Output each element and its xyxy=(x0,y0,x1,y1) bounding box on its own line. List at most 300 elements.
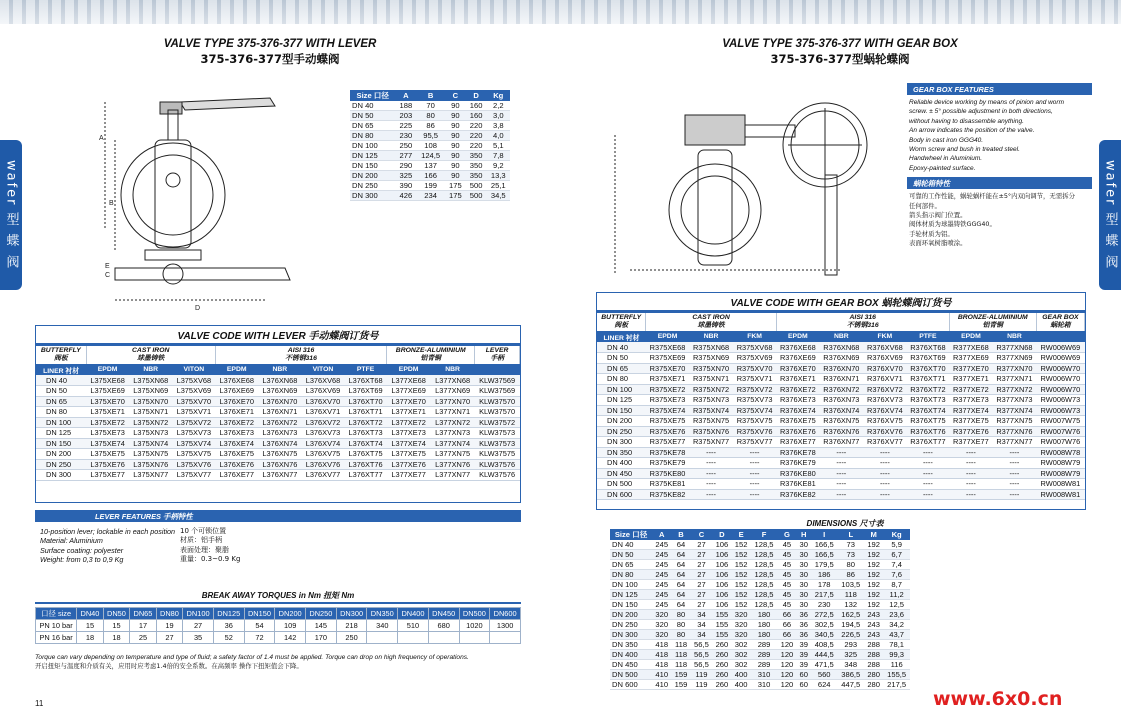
table-row xyxy=(597,405,1085,416)
liner-header xyxy=(1036,331,1084,342)
dims-cell: DN 65 xyxy=(350,121,396,131)
dims-header-cell: D xyxy=(466,90,487,101)
code-cell: R375XN71 xyxy=(689,374,733,385)
liner-header: VITON xyxy=(302,364,345,375)
torque-header-cell: DN600 xyxy=(490,608,521,620)
dims-header-cell: G xyxy=(777,529,796,540)
gearbox-dims-title: DIMENSIONS 尺寸表 xyxy=(806,519,884,528)
dims-cell: 7,4 xyxy=(883,560,910,570)
dims-cell: 120 xyxy=(777,650,796,660)
code-cell: R376KE78 xyxy=(776,447,819,458)
dims-cell: 310 xyxy=(751,680,778,690)
code-cell: L375XV76 xyxy=(172,459,215,470)
table-row xyxy=(597,374,1085,385)
gearbox-dimensions-table xyxy=(610,529,910,690)
code-cell: L376XT75 xyxy=(344,449,386,460)
torque-header-cell: 口径 size xyxy=(36,608,77,620)
dims-cell: 350 xyxy=(466,151,487,161)
code-cell: KLW37570 xyxy=(475,396,520,407)
lever-dimensions-table xyxy=(350,90,510,201)
feature-line: 任何部件。 xyxy=(909,201,941,210)
dims-header-cell: A xyxy=(652,529,671,540)
dims-cell: 277 xyxy=(396,151,417,161)
dims-cell: 56,5 xyxy=(691,640,713,650)
liner-header: PTFE xyxy=(907,331,950,342)
code-cell: DN 50 xyxy=(597,353,646,364)
lever-features-cn xyxy=(180,527,300,564)
code-cell: L376XT76 xyxy=(344,459,386,470)
dims-cell: 66 xyxy=(777,620,796,630)
code-cell: ---- xyxy=(689,447,733,458)
right-title-cn: 375-376-377型蜗轮蝶阀 xyxy=(770,52,910,66)
code-cell: R375KE79 xyxy=(646,458,689,469)
table-row xyxy=(36,386,520,397)
torque-cell: 17 xyxy=(130,620,157,632)
dims-cell: 90 xyxy=(445,161,466,171)
torque-cell: 109 xyxy=(275,620,306,632)
code-cell: RW006W70 xyxy=(1036,384,1084,395)
code-cell: R376XV73 xyxy=(863,395,906,406)
table-row xyxy=(597,458,1085,469)
code-cell: R377XE70 xyxy=(949,363,992,374)
code-cell: R375XV69 xyxy=(733,353,776,364)
dims-cell: 30 xyxy=(797,550,811,560)
dims-cell: 400 xyxy=(732,670,751,680)
dims-cell: DN 200 xyxy=(610,610,652,620)
table-row xyxy=(350,111,510,121)
dims-cell: 128,5 xyxy=(751,540,778,550)
torque-header-cell: DN50 xyxy=(103,608,130,620)
dims-cell: 3,8 xyxy=(487,121,510,131)
dims-cell: 178 xyxy=(811,580,838,590)
code-cell: DN 150 xyxy=(36,438,86,449)
torque-header-cell: DN150 xyxy=(244,608,275,620)
dims-cell: DN 300 xyxy=(610,630,652,640)
code-cell: DN 300 xyxy=(597,437,646,448)
dims-cell: 108 xyxy=(416,141,445,151)
torque-header-cell: DN80 xyxy=(156,608,183,620)
group-header xyxy=(776,313,949,331)
dims-cell: 179,5 xyxy=(811,560,838,570)
code-cell: DN 600 xyxy=(597,489,646,500)
liner-header: EPDM xyxy=(387,364,431,375)
code-cell: L375XV73 xyxy=(172,428,215,439)
code-cell: ---- xyxy=(863,458,906,469)
torque-cell: 52 xyxy=(213,632,244,644)
feature-line: 可靠的工作性能，蜗轮蜗杆能在±5°内双向调节，无需拆分 xyxy=(909,192,1075,201)
code-cell: DN 500 xyxy=(597,479,646,490)
group-header xyxy=(475,346,520,364)
code-cell: KLW37575 xyxy=(475,449,520,460)
dims-cell: 119 xyxy=(691,670,713,680)
dims-cell: 66 xyxy=(777,610,796,620)
code-cell: R375XN68 xyxy=(689,342,733,353)
dims-cell: 152 xyxy=(732,550,751,560)
dims-cell: 27 xyxy=(691,590,713,600)
dims-cell: 56,5 xyxy=(691,650,713,660)
code-cell: L377XN70 xyxy=(430,396,474,407)
dims-cell: DN 80 xyxy=(350,131,396,141)
code-cell: L376XN74 xyxy=(258,438,301,449)
gearbox-code-table xyxy=(597,313,1085,500)
dims-cell: 302 xyxy=(732,660,751,670)
code-cell: L375XN77 xyxy=(129,470,172,481)
liner-header: NBR xyxy=(819,331,863,342)
dim-label-c: C xyxy=(105,272,111,279)
table-row xyxy=(610,580,910,590)
code-cell: L376XV71 xyxy=(302,407,345,418)
dims-cell: 348 xyxy=(837,660,864,670)
dims-cell: 192 xyxy=(864,580,883,590)
dims-cell: 5,1 xyxy=(487,141,510,151)
code-cell: ---- xyxy=(907,479,950,490)
table-row xyxy=(36,449,520,460)
dims-cell: 118 xyxy=(837,590,864,600)
code-cell: ---- xyxy=(733,489,776,500)
group-header-en: CAST IRON xyxy=(132,347,170,354)
dims-cell: 2,2 xyxy=(487,101,510,111)
dims-cell: 118 xyxy=(671,640,690,650)
code-cell: ---- xyxy=(949,447,992,458)
code-cell: L375XV74 xyxy=(172,438,215,449)
group-header xyxy=(215,346,386,364)
dims-cell: 203 xyxy=(396,111,417,121)
code-cell: R375XE70 xyxy=(646,363,689,374)
code-cell: R375XV77 xyxy=(733,437,776,448)
dims-cell: 137 xyxy=(416,161,445,171)
code-cell: DN 100 xyxy=(597,384,646,395)
feature-line: Weight: from 0,3 to 0,9 Kg xyxy=(40,554,124,564)
dims-cell: 106 xyxy=(712,590,731,600)
dims-cell: DN 50 xyxy=(350,111,396,121)
code-cell: L375XE71 xyxy=(86,407,129,418)
dims-cell: 192 xyxy=(864,560,883,570)
dim-label-e: E xyxy=(105,263,110,270)
code-cell: R376XE77 xyxy=(776,437,819,448)
code-cell: R375KE81 xyxy=(646,479,689,490)
code-cell: ---- xyxy=(949,479,992,490)
code-cell: L375XN71 xyxy=(129,407,172,418)
code-cell: L376XT70 xyxy=(344,396,386,407)
lever-features xyxy=(35,510,521,570)
code-cell: DN 65 xyxy=(36,396,86,407)
code-cell: DN 200 xyxy=(36,449,86,460)
dims-cell: 245 xyxy=(652,580,671,590)
torque-cell xyxy=(459,632,490,644)
torque-cell xyxy=(490,632,521,644)
side-tab-right xyxy=(1099,140,1121,290)
code-cell: L376XV72 xyxy=(302,417,345,428)
dims-header-cell: H xyxy=(797,529,811,540)
code-cell: ---- xyxy=(907,447,950,458)
code-cell: R375XN76 xyxy=(689,426,733,437)
code-cell: KLW37569 xyxy=(475,375,520,386)
table-row xyxy=(610,540,910,550)
dims-cell: DN 100 xyxy=(350,141,396,151)
dims-cell: 340,5 xyxy=(811,630,838,640)
dims-cell: 320 xyxy=(732,620,751,630)
code-cell: DN 400 xyxy=(597,458,646,469)
dims-cell: 25,1 xyxy=(487,181,510,191)
dims-cell: 120 xyxy=(777,660,796,670)
dims-cell: 289 xyxy=(751,660,778,670)
dims-cell: 152 xyxy=(732,570,751,580)
torque-cell: 145 xyxy=(306,620,337,632)
dims-cell: 426 xyxy=(396,191,417,201)
dims-cell: 36 xyxy=(797,630,811,640)
code-cell: DN 250 xyxy=(597,426,646,437)
dims-cell: 36 xyxy=(797,620,811,630)
dims-cell: 418 xyxy=(652,650,671,660)
liner-label: LINER 衬材 xyxy=(597,331,646,342)
table-row xyxy=(36,620,521,632)
code-cell: L376XV74 xyxy=(302,438,345,449)
code-cell: R375XV73 xyxy=(733,395,776,406)
dims-cell: 320 xyxy=(652,620,671,630)
code-cell: R375XE73 xyxy=(646,395,689,406)
torque-cell: 18 xyxy=(77,632,104,644)
dims-cell: 64 xyxy=(671,540,690,550)
code-cell: R377XE71 xyxy=(949,374,992,385)
code-cell: L375XE74 xyxy=(86,438,129,449)
code-cell: R377XN72 xyxy=(993,384,1037,395)
group-header-en: BUTTERFLY xyxy=(601,314,642,321)
code-cell: RW006W73 xyxy=(1036,405,1084,416)
group-header-en: CAST IRON xyxy=(692,314,730,321)
code-cell: R376KE82 xyxy=(776,489,819,500)
feature-line: 材质：铝手柄 xyxy=(180,536,222,545)
torque-cell: 1020 xyxy=(459,620,490,632)
dims-cell: 217,5 xyxy=(811,590,838,600)
code-cell: ---- xyxy=(733,458,776,469)
dims-cell: 128,5 xyxy=(751,570,778,580)
code-cell: L376XE75 xyxy=(215,449,258,460)
dims-cell: 64 xyxy=(671,580,690,590)
feature-line: 表面环氧树脂喷涂。 xyxy=(909,239,967,248)
code-cell: R376XT69 xyxy=(907,353,950,364)
code-cell: R376XV68 xyxy=(863,342,906,353)
code-cell: L375XN76 xyxy=(129,459,172,470)
code-cell: L376XN77 xyxy=(258,470,301,481)
dim-label-a: A xyxy=(99,135,104,142)
code-cell: R375KE80 xyxy=(646,468,689,479)
code-cell: R376KE81 xyxy=(776,479,819,490)
dims-header-cell: Size 口径 xyxy=(350,90,396,101)
code-cell: R376XT77 xyxy=(907,437,950,448)
torque-cell: 680 xyxy=(428,620,459,632)
table-row xyxy=(36,396,520,407)
dims-cell: 45 xyxy=(777,550,796,560)
dims-cell: 624 xyxy=(811,680,838,690)
dims-cell: 64 xyxy=(671,570,690,580)
code-cell: ---- xyxy=(863,489,906,500)
feature-line: without having to disassemble anything. xyxy=(909,117,1024,125)
code-cell: R376XT71 xyxy=(907,374,950,385)
dims-cell: 7,6 xyxy=(883,570,910,580)
code-cell: ---- xyxy=(819,447,863,458)
dims-cell: 30 xyxy=(797,560,811,570)
liner-header xyxy=(475,364,520,375)
code-cell: R376XE76 xyxy=(776,426,819,437)
dims-cell: 245 xyxy=(652,540,671,550)
dims-cell: 34,2 xyxy=(883,620,910,630)
code-cell: L376XE74 xyxy=(215,438,258,449)
table-row xyxy=(610,550,910,560)
group-header-cn: 蜗轮箱 xyxy=(1050,322,1071,329)
torque-cell: 170 xyxy=(306,632,337,644)
dims-cell: 45 xyxy=(777,600,796,610)
dims-cell: DN 250 xyxy=(610,620,652,630)
table-row xyxy=(350,181,510,191)
torque-header-cell: DN500 xyxy=(459,608,490,620)
dims-cell: 152 xyxy=(732,560,751,570)
code-cell: L375XV77 xyxy=(172,470,215,481)
code-cell: RW006W69 xyxy=(1036,342,1084,353)
dims-cell: 350 xyxy=(466,161,487,171)
dims-cell: 245 xyxy=(652,560,671,570)
code-cell: L376XV73 xyxy=(302,428,345,439)
code-cell: DN 40 xyxy=(36,375,86,386)
code-cell: R376XV69 xyxy=(863,353,906,364)
torque-box xyxy=(35,588,521,680)
lever-code-table-box xyxy=(35,325,521,503)
dims-cell: 106 xyxy=(712,580,731,590)
dims-cell: 90 xyxy=(445,111,466,121)
code-cell: R375XE72 xyxy=(646,384,689,395)
dims-cell: 302 xyxy=(732,640,751,650)
code-cell: R376XT74 xyxy=(907,405,950,416)
code-cell: R376XN74 xyxy=(819,405,863,416)
torque-header-cell: DN125 xyxy=(213,608,244,620)
dims-header-cell: B xyxy=(671,529,690,540)
dims-cell: 175 xyxy=(445,191,466,201)
group-header-cn: 不锈钢316 xyxy=(846,322,879,329)
code-cell: ---- xyxy=(949,468,992,479)
table-row xyxy=(350,151,510,161)
liner-header: NBR xyxy=(689,331,733,342)
dims-cell: 34 xyxy=(691,630,713,640)
dims-cell: 260 xyxy=(712,660,731,670)
code-cell: KLW37573 xyxy=(475,438,520,449)
dims-cell: 194,5 xyxy=(837,620,864,630)
code-cell: L376XV75 xyxy=(302,449,345,460)
dims-cell: 230 xyxy=(811,600,838,610)
code-cell: R375XE75 xyxy=(646,416,689,427)
dims-cell: 302 xyxy=(732,650,751,660)
dims-cell: 43,7 xyxy=(883,630,910,640)
dims-cell: 9,2 xyxy=(487,161,510,171)
dims-cell: 220 xyxy=(466,131,487,141)
dims-cell: 27 xyxy=(691,580,713,590)
dims-cell: 408,5 xyxy=(811,640,838,650)
dims-cell: DN 125 xyxy=(350,151,396,161)
dims-cell: 73 xyxy=(837,540,864,550)
torque-cell: 15 xyxy=(77,620,104,632)
code-cell: L376XE69 xyxy=(215,386,258,397)
code-cell: R375XN72 xyxy=(689,384,733,395)
dims-cell: 152 xyxy=(732,540,751,550)
dims-cell: 106 xyxy=(712,540,731,550)
dims-cell: 120 xyxy=(777,680,796,690)
liner-header: EPDM xyxy=(646,331,689,342)
feature-line: Reliable device working by means of pinion and worm xyxy=(909,99,1064,106)
liner-header: EPDM xyxy=(86,364,129,375)
left-title-cn: 375-376-377型手动蝶阀 xyxy=(200,52,340,66)
code-cell: L377XN68 xyxy=(430,375,474,386)
dims-cell: 103,5 xyxy=(837,580,864,590)
code-cell: R376XT72 xyxy=(907,384,950,395)
table-row xyxy=(597,426,1085,437)
table-row xyxy=(597,416,1085,427)
dims-header-cell: C xyxy=(691,529,713,540)
torque-header-cell: DN200 xyxy=(275,608,306,620)
group-header-cn: 球墨铸铁 xyxy=(137,355,165,362)
dims-cell: DN 200 xyxy=(350,171,396,181)
code-cell: L375XV71 xyxy=(172,407,215,418)
dims-cell: DN 300 xyxy=(350,191,396,201)
dims-cell: 192 xyxy=(864,570,883,580)
group-header-cn: 球墨铸铁 xyxy=(697,322,725,329)
dims-cell: 180 xyxy=(751,630,778,640)
feature-line: 10-position lever; lockable in each position xyxy=(40,527,176,536)
feature-line: Handwheel in Aluminium. xyxy=(909,155,983,163)
table-row xyxy=(350,191,510,201)
liner-header: EPDM xyxy=(215,364,258,375)
side-tab-left xyxy=(0,140,22,290)
code-cell: R377XN71 xyxy=(993,374,1037,385)
code-cell: L377XE68 xyxy=(387,375,431,386)
code-cell: ---- xyxy=(993,458,1037,469)
dims-cell: 7,8 xyxy=(487,151,510,161)
dims-cell: 4,0 xyxy=(487,131,510,141)
code-cell: ---- xyxy=(689,479,733,490)
dims-cell: 34 xyxy=(691,610,713,620)
code-cell: L376XV68 xyxy=(302,375,345,386)
code-cell: DN 40 xyxy=(597,342,646,353)
code-cell: L376XE71 xyxy=(215,407,258,418)
code-cell: ---- xyxy=(689,468,733,479)
dims-cell: DN 40 xyxy=(610,540,652,550)
code-cell: L376XN71 xyxy=(258,407,301,418)
dims-cell: 80 xyxy=(671,620,690,630)
dims-cell: 155 xyxy=(712,620,731,630)
dim-label-b: B xyxy=(109,200,114,207)
code-cell: ---- xyxy=(689,489,733,500)
table-row xyxy=(36,438,520,449)
dims-cell: 320 xyxy=(732,630,751,640)
dims-cell: 220 xyxy=(466,141,487,151)
code-cell: R376XN76 xyxy=(819,426,863,437)
group-header-en: BRONZE-ALUMINIUM xyxy=(957,314,1028,321)
table-row xyxy=(36,459,520,470)
table-row xyxy=(36,407,520,418)
code-cell: L375XV72 xyxy=(172,417,215,428)
code-cell: KLW37576 xyxy=(475,470,520,481)
dims-cell: 245 xyxy=(652,550,671,560)
dims-cell: 13,3 xyxy=(487,171,510,181)
side-tab-label: wafer 型 蝶 阀 xyxy=(3,160,19,270)
dims-cell: 444,5 xyxy=(811,650,838,660)
group-header-en: GEAR BOX xyxy=(1042,314,1079,321)
code-cell: ---- xyxy=(733,447,776,458)
code-cell: L376XN76 xyxy=(258,459,301,470)
dims-cell: 90 xyxy=(445,171,466,181)
group-header xyxy=(36,346,86,364)
table-row xyxy=(597,489,1085,500)
code-cell: R375XN70 xyxy=(689,363,733,374)
code-cell: L375XN73 xyxy=(129,428,172,439)
code-cell: RW008W78 xyxy=(1036,447,1084,458)
